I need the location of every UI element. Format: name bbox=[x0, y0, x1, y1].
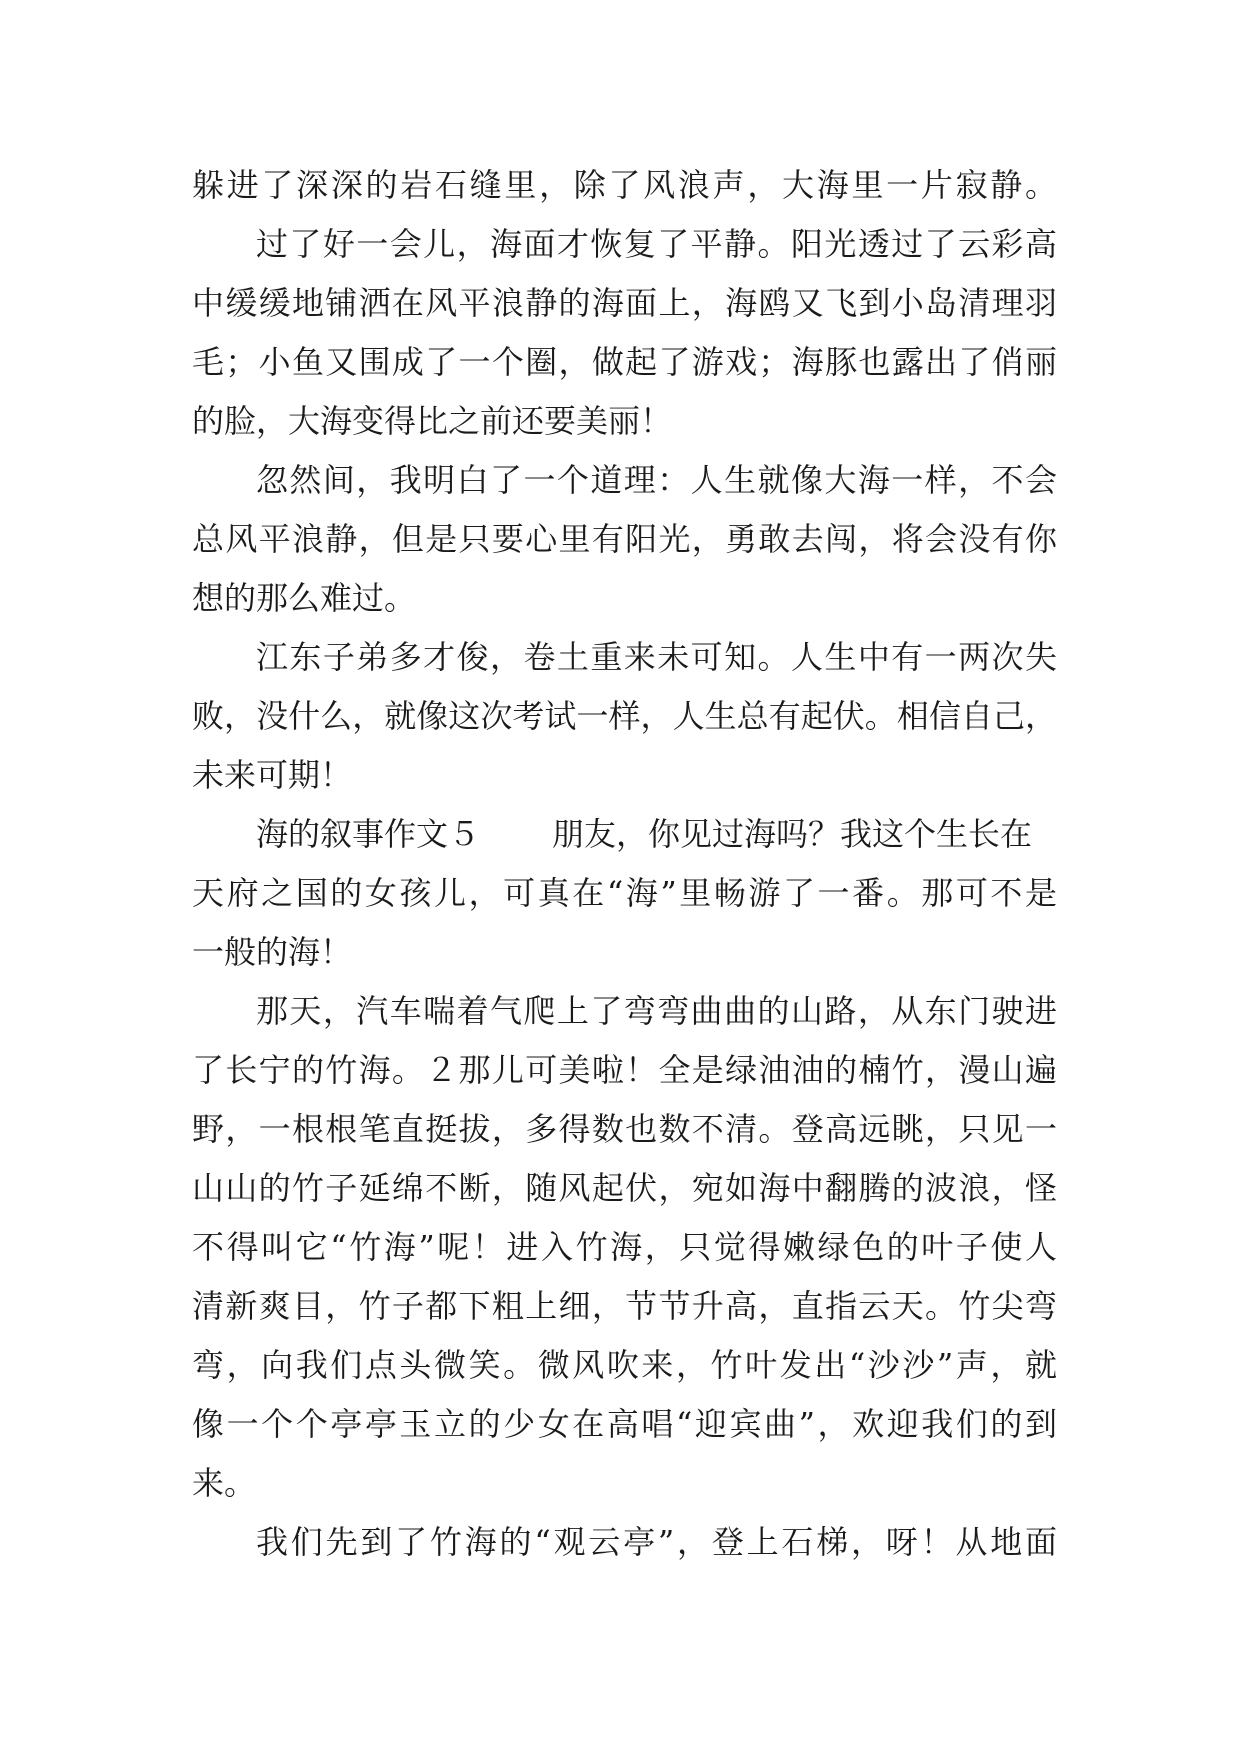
text-line: 想的那么难过。 bbox=[192, 579, 417, 617]
text-line: 败，没什么，就像这次考试一样，人生总有起伏。相信自己， bbox=[192, 697, 1057, 735]
text-line: 的脸，大海变得比之前还要美丽！ bbox=[192, 402, 673, 440]
text-line: 毛；小鱼又围成了一个圈，做起了游戏；海豚也露出了俏丽 bbox=[192, 343, 1057, 381]
text-line: 了长宁的竹海。２那儿可美啦！全是绿油油的楠竹，漫山遍 bbox=[192, 1051, 1057, 1089]
text-line: 总风平浪静，但是只要心里有阳光，勇敢去闯，将会没有你 bbox=[192, 520, 1057, 558]
text-line: 山山的竹子延绵不断，随风起伏，宛如海中翻腾的波浪，怪 bbox=[192, 1169, 1057, 1207]
text-line: 忽然间，我明白了一个道理：人生就像大海一样，不会 bbox=[256, 461, 1057, 499]
section-heading: 海的叙事作文５ bbox=[256, 815, 481, 853]
text-line: 天府之国的女孩儿，可真在“海”里畅游了一番。那可不是 bbox=[192, 874, 1057, 912]
text-line: 那天，汽车喘着气爬上了弯弯曲曲的山路，从东门驶进 bbox=[256, 992, 1057, 1030]
text-line: 我们先到了竹海的“观云亭”，登上石梯，呀！从地面 bbox=[256, 1523, 1057, 1561]
text-line: 野，一根根笔直挺拔，多得数也数不清。登高远眺，只见一 bbox=[192, 1110, 1057, 1148]
text-line: 不得叫它“竹海”呢！进入竹海，只觉得嫩绿色的叶子使人 bbox=[192, 1228, 1057, 1266]
section-heading-line bbox=[192, 805, 1057, 864]
text-line: 过了好一会儿，海面才恢复了平静。阳光透过了云彩高 bbox=[256, 225, 1057, 263]
text-line: 弯，向我们点头微笑。微风吹来，竹叶发出“沙沙”声，就 bbox=[192, 1346, 1057, 1384]
text-line: 江东子弟多才俊，卷土重来未可知。人生中有一两次失 bbox=[256, 638, 1057, 676]
text-line-continuation: 朋友，你见过海吗？我这个生长在 bbox=[552, 815, 1033, 853]
text-line: 躲进了深深的岩石缝里，除了风浪声，大海里一片寂静。 bbox=[192, 166, 1057, 204]
text-line: 中缓缓地铺洒在风平浪静的海面上，海鸥又飞到小岛清理羽 bbox=[192, 284, 1057, 322]
body-text bbox=[192, 156, 1057, 1572]
text-line: 来。 bbox=[192, 1464, 257, 1502]
text-line: 清新爽目，竹子都下粗上细，节节升高，直指云天。竹尖弯 bbox=[192, 1287, 1057, 1325]
text-line: 一般的海！ bbox=[192, 933, 353, 971]
text-line: 未来可期！ bbox=[192, 756, 353, 794]
text-line: 像一个个亭亭玉立的少女在高唱“迎宾曲”，欢迎我们的到 bbox=[192, 1405, 1057, 1443]
